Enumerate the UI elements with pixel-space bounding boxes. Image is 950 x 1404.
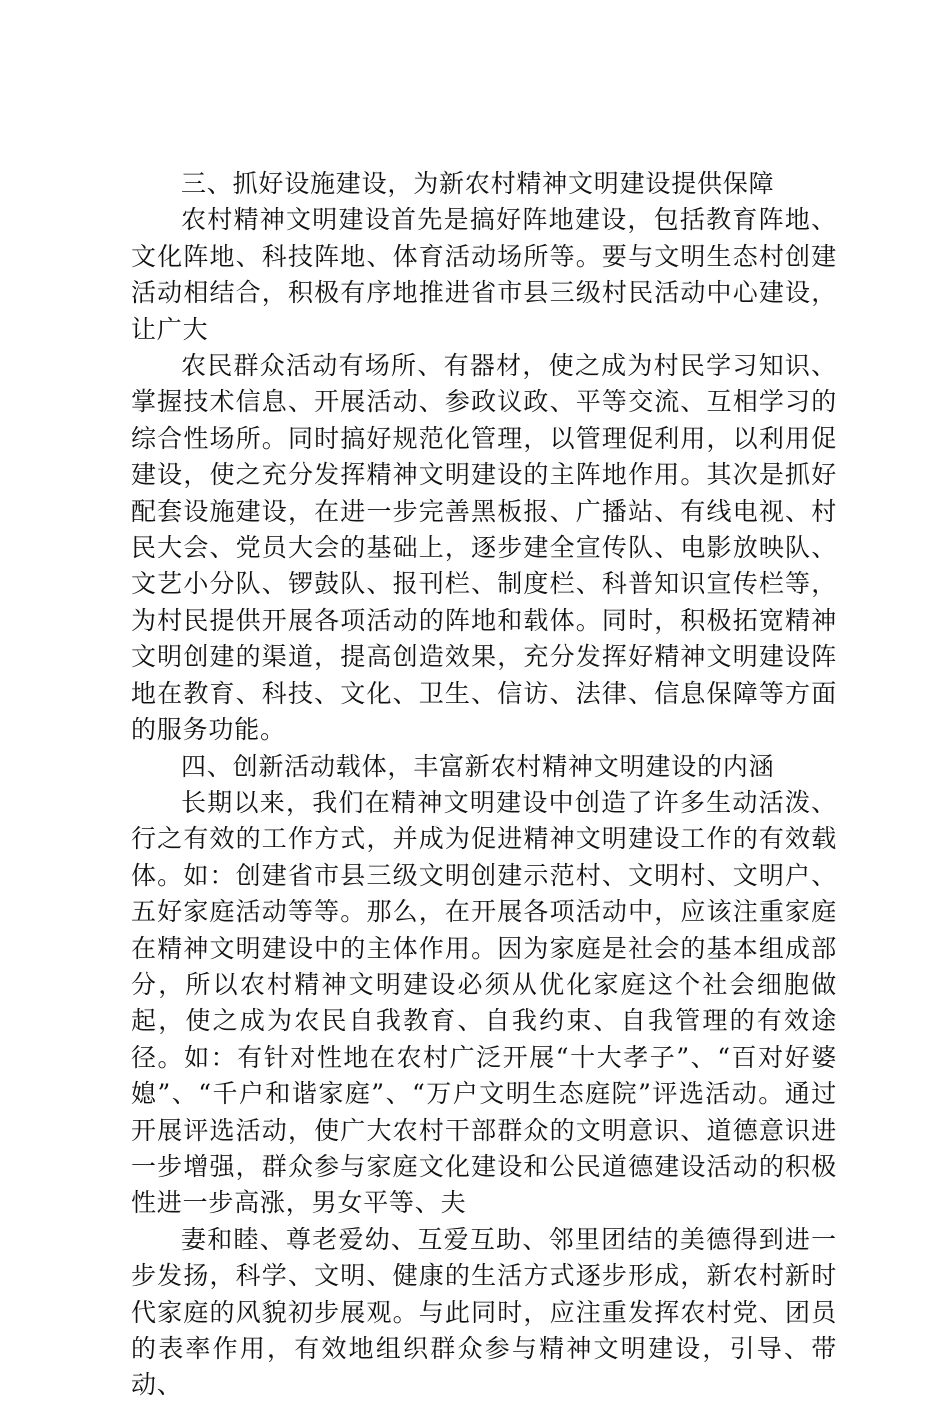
body-paragraph: 农民群众活动有场所、有器材，使之成为村民学习知识、掌握技术信息、开展活动、参政议政、平等交流、互相学习的综合性场所。同时搞好规范化管理，以管理促利用，以利用促建设，使之充分发挥精神文明建设的主阵地作用。其次是抓好配套设施建设，在进一步完善黑板报、广播站、有线电视、村民大会、党员大会的基础上，逐步建全宣传队、电影放映队、文艺小分队、锣鼓队、报刊栏、制度栏、科普知识宣传栏等，为村民提供开展各项活动的阵地和载体。同时，积极拓宽精神文明创建的渠道，提高创造效果，充分发挥好精神文明建设阵地在教育、科技、文化、卫生、信访、法律、信息保障等方面的服务功能。 xyxy=(131,351,837,745)
section-heading-facilities: 三、抓好设施建设，为新农村精神文明建设提供保障 xyxy=(181,169,775,198)
body-paragraph: 妻和睦、尊老爱幼、互爱互助、邻里团结的美德得到进一步发扬，科学、文明、健康的生活方式逐步形成，新农村新时代家庭的风貌初步展观。与此同时，应注重发挥农村党、团员的表率作用，有效地组织群众参与精神文明建设，引导、带动、 xyxy=(131,1224,837,1400)
document-body xyxy=(131,166,837,1404)
section-heading-activities: 四、创新活动载体，丰富新农村精神文明建设的内涵 xyxy=(181,751,775,781)
body-paragraph: 长期以来，我们在精神文明建设中创造了许多生动活泼、行之有效的工作方式，并成为促进精神文明建设工作的有效载体。如：创建省市县三级文明创建示范村、文明村、文明户、五好家庭活动等等。那么，在开展各项活动中，应该注重家庭在精神文明建设中的主体作用。因为家庭是社会的基本组成部分，所以农村精神文明建设必须从优化家庭这个社会细胞做起，使之成为农民自我教育、自我约束、自我管理的有效途径。如：有针对性地在农村广泛开展“十大孝子”、“百对好婆媳”、“千户和谐家庭”、“万户文明生态庭院”评选活动。通过开展评选活动，使广大农村干部群众的文明意识、道德意识进一步增强，群众参与家庭文化建设和公民道德建设活动的积极性进一步高涨，男女平等、夫 xyxy=(131,787,837,1218)
body-paragraph: 农村精神文明建设首先是搞好阵地建设，包括教育阵地、文化阵地、科技阵地、体育活动场所等。要与文明生态村创建活动相结合，积极有序地推进省市县三级村民活动中心建设，让广大 xyxy=(131,205,837,344)
